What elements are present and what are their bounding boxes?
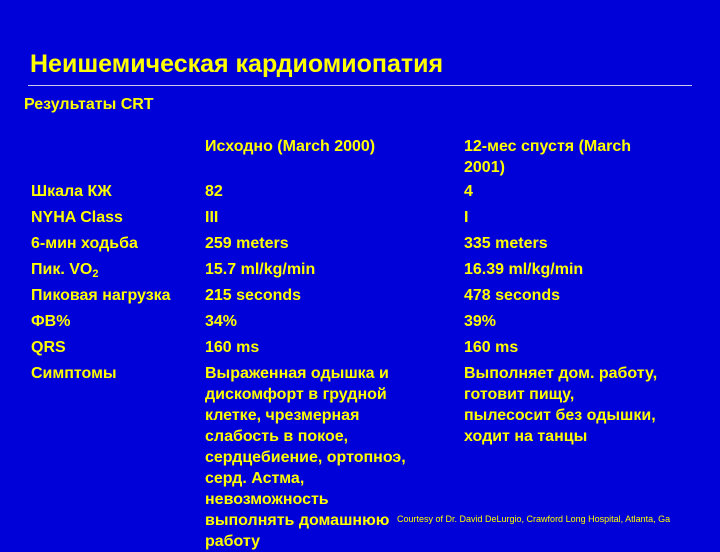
row-followup-walk: 335 meters <box>464 235 548 252</box>
symptom-line: клетке, чрезмерная <box>205 407 360 424</box>
row-followup-qol: 4 <box>464 183 473 200</box>
row-baseline-walk: 259 meters <box>205 235 289 252</box>
row-label-peak-load: Пиковая нагрузка <box>31 287 171 304</box>
slide-title: Неишемическая кардиомиопатия <box>30 50 444 78</box>
row-label-nyha: NYHA Class <box>31 209 123 226</box>
symptom-line: дискомфорт в грудной <box>205 386 387 403</box>
row-baseline-symptoms <box>205 363 406 552</box>
row-baseline-ef: 34% <box>205 313 238 330</box>
vo2-label-subscript: 2 <box>92 268 99 280</box>
row-followup-qrs: 160 ms <box>464 339 519 356</box>
symptom-line: работу <box>205 533 261 550</box>
row-followup-nyha: I <box>464 209 469 226</box>
title-divider <box>28 85 692 86</box>
symptom-line: ходит на танцы <box>464 428 588 445</box>
courtesy-note: Courtesy of Dr. David DeLurgio, Crawford Long Hospital, Atlanta, Ga <box>397 514 671 524</box>
slide-subtitle: Результаты CRT <box>24 96 154 113</box>
row-label-ef: ФВ% <box>31 313 71 330</box>
symptom-line: Выполняет дом. работу, <box>464 365 658 382</box>
row-followup-symptoms <box>464 363 657 447</box>
row-label-walk: 6-мин ходьба <box>31 235 138 252</box>
header-followup-line2: 2001) <box>464 159 505 176</box>
row-baseline-peak-load: 215 seconds <box>205 287 302 304</box>
row-baseline-nyha: III <box>205 209 219 226</box>
row-label-vo2 <box>31 259 98 285</box>
row-baseline-qrs: 160 ms <box>205 339 260 356</box>
row-baseline-qol: 82 <box>205 183 223 200</box>
row-label-qrs: QRS <box>31 339 66 356</box>
symptom-line: пылесосит без одышки, <box>464 407 656 424</box>
symptom-line: готовит пищу, <box>464 386 575 403</box>
symptom-line: выполнять домашнюю <box>205 512 390 529</box>
symptom-line: сердцебиение, ортопноэ, <box>205 449 406 466</box>
symptom-line: серд. Астма, <box>205 470 305 487</box>
header-followup-line1: 12-мес спустя (March <box>464 138 632 155</box>
symptom-line: слабость в покое, <box>205 428 349 445</box>
header-baseline: Исходно (March 2000) <box>205 138 376 155</box>
row-followup-vo2: 16.39 ml/kg/min <box>464 261 584 278</box>
row-baseline-vo2: 15.7 ml/kg/min <box>205 261 316 278</box>
row-label-symptoms: Симптомы <box>31 365 117 382</box>
symptom-line: невозможность <box>205 491 329 508</box>
row-followup-peak-load: 478 seconds <box>464 287 561 304</box>
symptom-line: Выраженная одышка и <box>205 365 389 382</box>
vo2-label-text: Пик. VO <box>31 261 93 278</box>
row-followup-ef: 39% <box>464 313 497 330</box>
row-label-qol: Шкала КЖ <box>31 183 112 200</box>
